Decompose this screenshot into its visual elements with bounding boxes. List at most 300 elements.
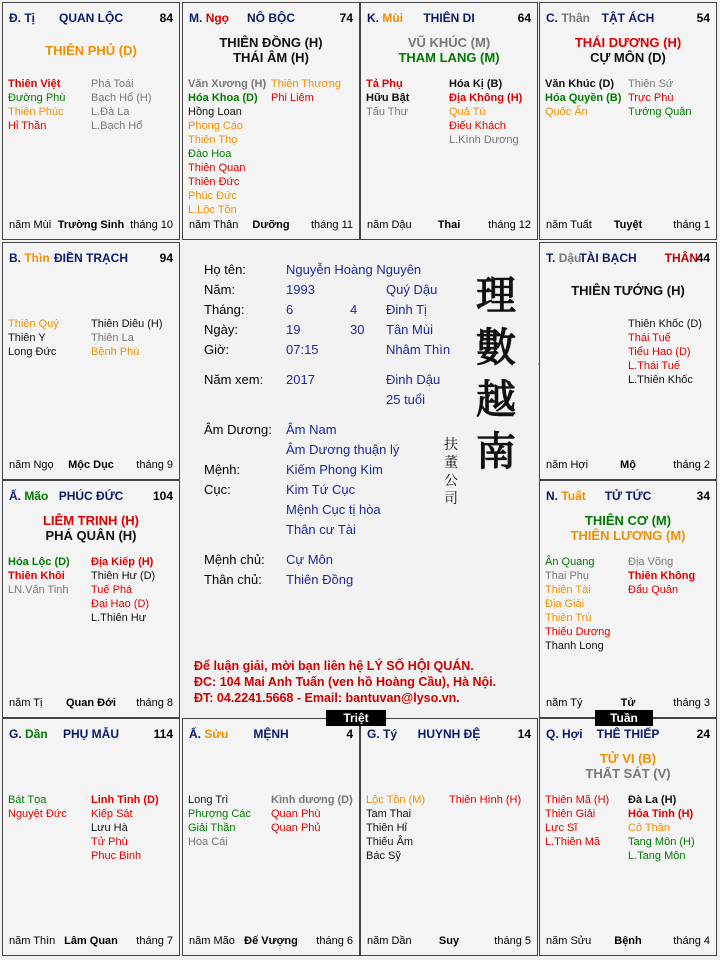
palace-footer [9,459,173,473]
stars-right [628,793,711,863]
minor-stars [545,317,711,387]
minor-stars [366,77,532,147]
minor-stars [8,317,174,359]
star: Hồng Loan [188,106,242,118]
palace-year: năm Mão [189,935,235,947]
main-star: PHÁ QUÂN (H) [45,528,137,543]
star: Hóa Khoa (D) [188,92,258,104]
palace-month: tháng 8 [136,697,173,709]
palace-than[interactable] [539,2,717,240]
star: L.Thái Tuế [628,360,680,372]
star: Nguyệt Đức [8,808,67,820]
info-value: 19 [286,322,301,337]
palace-ngo[interactable] [182,2,360,240]
info-label: Họ tên: [204,262,246,277]
info-value: Âm Dương thuận lý [286,442,400,457]
star: Lực Sĩ [545,822,578,834]
palace-state: Tuyệt [613,219,643,231]
palace-state: Bệnh [614,935,642,947]
star: Địa Kiếp (H) [91,556,154,568]
branch-name: Dần [25,727,48,741]
minor-stars [545,77,711,119]
palace-name: HUYNH ĐỆ [417,727,481,741]
seal-small-char: 董 [444,455,458,471]
palace-state: Suy [438,935,460,947]
palace-number: 4 [346,727,353,741]
palace-tuat[interactable] [539,480,717,718]
stars-right [91,77,174,133]
palace-number: 14 [517,727,531,741]
seal-char: 理 [476,272,516,319]
than-marker: THÂN [664,251,698,265]
star: L.Thiên Mã [545,836,601,848]
palace-year: năm Dậu [367,219,412,231]
stars-right [449,793,532,863]
palace-name: THÊ THIẾP [596,727,660,741]
star: L.Bạch Hổ [91,120,143,132]
stars-right [449,77,532,147]
palace-year: năm Hợi [546,459,589,471]
branch-name: Mão [24,489,49,503]
palace-name: PHỤ MẪU [63,727,119,741]
stars-left [8,793,91,863]
star: Quả Tú [449,106,486,118]
star: Tả Phụ [366,78,403,90]
star: Thiên Quý [8,318,59,330]
minor-stars [8,77,174,133]
info-label: Ngày: [204,322,238,337]
palace-month: tháng 10 [130,219,173,231]
star: Hữu Bật [366,92,410,104]
stars-right [628,317,711,387]
palace-year: năm Ngọ [9,459,54,471]
star: L.Đà La [91,106,130,118]
palace-footer [546,459,710,473]
info-label: Cục: [204,482,231,497]
star: Thiếu Dương [545,626,611,638]
palace-state: Trường Sinh [57,219,125,231]
palace-footer [9,697,173,711]
palace-suu[interactable] [182,718,360,956]
palace-number: 84 [159,11,173,25]
minor-stars [188,793,354,849]
palace-number: 44 [696,251,710,265]
main-star: THÁI DƯƠNG (H) [574,35,682,50]
palace-year: năm Dần [367,935,412,947]
star: Giải Thần [188,822,236,834]
palace-year: năm Sửu [546,935,592,947]
branch-stem: B. [9,251,21,265]
star: Thiên Sứ [628,78,674,90]
palace-footer [9,219,173,233]
star: Thiên Trù [545,612,592,624]
star: Thiên Khốc (D) [628,318,702,330]
seal-small-char: 司 [444,491,458,507]
star: Phong Cáo [188,120,244,132]
info-value: 4 [350,302,358,317]
star: Thiên Quan [188,162,246,174]
branch-name: Sửu [204,727,229,741]
stars-left [8,317,91,359]
palace-number: 54 [696,11,710,25]
stars-left [366,793,449,863]
palace-footer [546,219,710,233]
star: Địa Không (H) [449,92,523,104]
info-value: Thân cư Tài [286,522,356,537]
palace-name: ĐIỀN TRẠCH [54,251,128,265]
info-value: Cự Môn [286,552,333,567]
star: Bệnh Phù [91,346,140,358]
palace-name: NÔ BỘC [247,11,295,25]
star: Thái Tuế [628,332,671,344]
branch-stem: Q. [546,727,559,741]
palace-year: năm Tị [9,697,43,709]
star: Hỏa Tinh (H) [628,808,694,820]
palace-mao[interactable] [2,480,180,718]
palace-hoi[interactable] [539,718,717,956]
info-label: Giờ: [204,342,230,357]
branch-stem: Ấ. [9,489,21,503]
info-value: Quý Dậu [386,282,438,297]
triet-tag: Triệt [326,710,386,726]
star: Thiếu Âm [366,836,414,848]
palace-month: tháng 2 [673,459,710,471]
info-label: Mệnh: [204,462,241,477]
branch-name: Dậu [558,251,582,265]
info-value: Thiên Đồng [286,572,354,587]
contact-line: Để luận giải, mời bạn liên hệ LÝ SỐ HỘI QUÁN. [194,659,474,673]
minor-stars [366,793,532,863]
seal-char: 數 [476,324,516,371]
palace-footer [189,935,353,949]
info-label: Tháng: [204,302,245,317]
star: Phi Liêm [271,92,314,104]
star: Thai Phụ [545,570,590,582]
main-star: CỰ MÔN (D) [590,50,666,65]
star: Cô Thần [628,822,670,834]
star: L.Thiên Khốc [628,374,693,386]
star: Thiên Không [628,570,696,582]
star: Thiên Hỉ [366,822,407,834]
palace-name: TỬ TỨC [604,489,652,503]
info-value: 07:15 [286,342,319,357]
contact-line: ĐT: 04.2241.5668 - Email: bantuvan@lyso.vn. [194,691,460,705]
info-value: Đinh Tị [386,302,427,317]
branch-stem: M. [189,11,203,25]
main-star: VŨ KHÚC (M) [407,35,491,50]
star: Đào Hoa [188,148,232,160]
star: Thiên Phúc [8,106,64,118]
info-label: Mệnh chủ: [204,552,265,567]
star: Đường Phù [8,92,66,104]
palace-number: 24 [696,727,710,741]
star: Quan Phủ [271,822,321,834]
info-value: 25 tuổi [386,392,426,407]
palace-month: tháng 9 [136,459,173,471]
palace-month: tháng 1 [673,219,710,231]
star: Tướng Quân [628,106,692,118]
palace-month: tháng 11 [310,219,353,231]
star: Trực Phù [628,92,674,104]
minor-stars [8,555,174,625]
minor-stars [545,555,711,653]
info-label: Âm Dương: [204,422,272,437]
star: Thiên Mã (H) [545,794,610,806]
star: Hỉ Thần [8,120,47,132]
star: Thiên Diêu (H) [91,318,163,330]
seal-char: 越 [476,376,516,423]
star: Thiên Thương [271,78,342,90]
main-star: THẤT SÁT (V) [585,766,671,781]
star: Kình dương (D) [271,794,353,806]
star: Phá Toái [91,78,134,90]
stars-right [91,317,174,359]
branch-name: Mùi [382,11,404,25]
info-value: Kim Tứ Cục [286,482,356,497]
palace-state: Dưỡng [252,219,290,231]
star: Thiên Thọ [188,134,238,146]
branch-stem: Đ. [9,11,21,25]
info-value: Nhâm Thìn [386,342,451,357]
palace-month: tháng 7 [136,935,173,947]
minor-stars [8,793,174,863]
minor-stars [545,793,711,863]
info-value: 2017 [286,372,315,387]
star: LN.Văn Tinh [8,584,69,596]
star: Thiên Tài [545,584,591,596]
main-star: THÁI ÂM (H) [233,50,309,65]
palace-number: 104 [152,489,173,503]
info-label: Năm xem: [204,372,264,387]
stars-left [188,77,271,217]
star: Điếu Khách [449,120,506,132]
star: Phục Binh [91,850,142,862]
branch-name: Hợi [562,727,583,741]
contact-line: ĐC: 104 Mai Anh Tuấn (ven hồ Hoàng Cầu), Hà Nội. [194,675,497,689]
star: Lưu Hà [91,822,128,834]
star: Ân Quang [545,556,595,568]
palace-ty[interactable] [360,718,538,956]
main-star: THIÊN TƯỚNG (H) [571,283,685,298]
star: Phúc Đức [188,190,237,202]
main-star: THIÊN LƯƠNG (M) [570,528,686,543]
star: Long Đức [8,346,57,358]
star: L.Tang Môn [628,850,686,862]
main-star: THIÊN CƠ (M) [584,513,672,528]
palace-number: 64 [517,11,531,25]
main-star: TỬ VI (B) [599,751,657,766]
branch-name: Tuất [561,489,586,503]
palace-state: Thai [437,219,461,231]
info-label: Năm: [204,282,236,297]
palace-name: MỆNH [253,727,289,741]
stars-right [271,793,354,849]
main-star: THIÊN ĐỒNG (H) [219,35,323,50]
palace-month: tháng 4 [673,935,710,947]
stars-left [545,317,628,387]
palace-state: Đế Vượng [244,935,298,947]
palace-month: tháng 6 [316,935,353,947]
star: Hóa Kị (B) [449,78,503,90]
main-star: LIÊM TRINH (H) [42,513,140,528]
palace-month: tháng 3 [673,697,710,709]
star: Thiên Y [8,332,46,344]
star: Đại Hao (D) [91,598,150,610]
info-value: 1993 [286,282,315,297]
stars-left [8,555,91,625]
minor-stars [188,77,354,217]
branch-stem: C. [546,11,558,25]
palace-state: Quan Đới [66,697,116,709]
palace-name: TẬT ÁCH [601,11,655,25]
palace-state: Lâm Quan [64,935,118,947]
star: Văn Xương (H) [188,78,267,90]
seal-small-char: 扶 [444,437,458,453]
palace-month: tháng 12 [488,219,531,231]
stars-left [188,793,271,849]
branch-stem: N. [546,489,558,503]
palace-name: TÀI BẠCH [579,251,637,265]
palace-footer [9,935,173,949]
star: Hóa Lộc (D) [8,556,70,568]
info-value: Kiếm Phong Kim [286,462,383,477]
star: Tam Thai [366,808,412,820]
palace-name: QUAN LỘC [59,11,123,25]
palace-year: năm Mùi [9,219,52,231]
contact-info [194,658,496,706]
palace-year: năm Thìn [9,935,56,947]
star: Đà La (H) [628,794,677,806]
star: Địa Giải [545,598,585,610]
star: Địa Võng [628,556,674,568]
star: Linh Tinh (D) [91,794,159,806]
tuan-tag: Tuần [595,710,653,726]
palace-state: Mộc Dục [68,459,114,471]
star: Quan Phù [271,808,321,820]
seal-char: 南 [476,428,516,475]
main-star: THAM LANG (M) [398,50,500,65]
star: Thiên La [91,332,134,344]
star: Quốc Ấn [545,106,588,118]
palace-mui[interactable] [360,2,538,240]
palace-ti[interactable] [2,2,180,240]
star: Thanh Long [545,640,604,652]
star: Hoa Cái [188,836,228,848]
branch-name: Thìn [24,251,50,265]
seal-small-text [444,436,462,508]
palace-thin[interactable] [2,242,180,480]
palace-footer [367,219,531,233]
palace-year: năm Thân [189,219,239,231]
info-value: 30 [350,322,365,337]
star: Long Trì [188,794,229,806]
star: L.Lộc Tồn [188,204,237,216]
palace-number: 34 [696,489,710,503]
stars-right [271,77,354,217]
star: Phượng Các [188,808,251,820]
star: Bác Sỹ [366,850,401,862]
palace-month: tháng 5 [494,935,531,947]
palace-number: 94 [159,251,173,265]
branch-name: Tý [383,727,398,741]
stars-left [545,77,628,119]
stars-right [628,555,711,653]
palace-year: năm Tý [546,697,583,709]
stars-left [545,793,628,863]
star: Đẩu Quân [628,584,679,596]
info-value: 6 [286,302,294,317]
main-star: THIÊN PHỦ (D) [45,43,137,58]
branch-stem: Ấ. [189,727,201,741]
star: Kiếp Sát [91,808,133,820]
star: Thiên Khôi [8,570,65,582]
palace-footer [546,697,710,711]
star: Văn Khúc (D) [545,78,615,90]
star: Tang Môn (H) [628,836,695,848]
star: Tiểu Hao (D) [628,346,691,358]
branch-stem: G. [9,727,22,741]
seal-small-char: 公 [444,473,458,489]
palace-footer [367,935,531,949]
star: Thiên Đức [188,176,240,188]
star: Tuế Phá [91,584,133,596]
star: Lộc Tồn (M) [366,794,426,806]
star: L.Kình Dương [449,134,519,146]
palace-state: Mộ [620,459,636,471]
palace-dan[interactable] [2,718,180,956]
palace-number: 114 [153,727,173,741]
star: L.Thiên Hư [91,612,147,624]
center-info-panel [180,240,538,718]
palace-dau[interactable] [539,242,717,480]
branch-stem: T. [546,251,556,265]
palace-year: năm Tuất [546,219,592,231]
stars-right [91,793,174,863]
star: Thiên Hư (D) [91,570,156,582]
palace-name: THIÊN DI [423,11,475,25]
branch-name: Tị [24,11,36,25]
palace-footer [189,219,353,233]
branch-stem: K. [367,11,379,25]
info-value: Âm Nam [286,422,337,437]
info-value: Đinh Dậu [386,372,441,387]
info-value: Nguyễn Hoàng Nguyên [286,262,422,277]
stars-left [366,77,449,147]
info-label: Thân chủ: [204,572,262,587]
palace-footer [546,935,710,949]
branch-name: Thân [561,11,591,25]
palace-state: Tử [620,697,636,709]
star: Tử Phù [91,836,128,848]
stars-right [91,555,174,625]
star: Hóa Quyền (B) [545,92,622,104]
palace-number: 74 [339,11,353,25]
star: Thiên Giải [545,808,596,820]
star: Tấu Thư [366,106,409,118]
branch-name: Ngọ [205,11,230,25]
star: Thiên Hình (H) [449,794,522,806]
info-value: Mệnh Cục tị hòa [286,502,381,517]
info-value: Tân Mùi [386,322,433,337]
star: Bạch Hổ (H) [91,92,152,104]
stars-left [8,77,91,133]
palace-name: PHÚC ĐỨC [58,489,124,503]
star: Thiên Việt [8,78,61,90]
star: Bát Tọa [8,794,47,806]
branch-stem: G. [367,727,380,741]
stars-left [545,555,628,653]
stars-right [628,77,711,119]
